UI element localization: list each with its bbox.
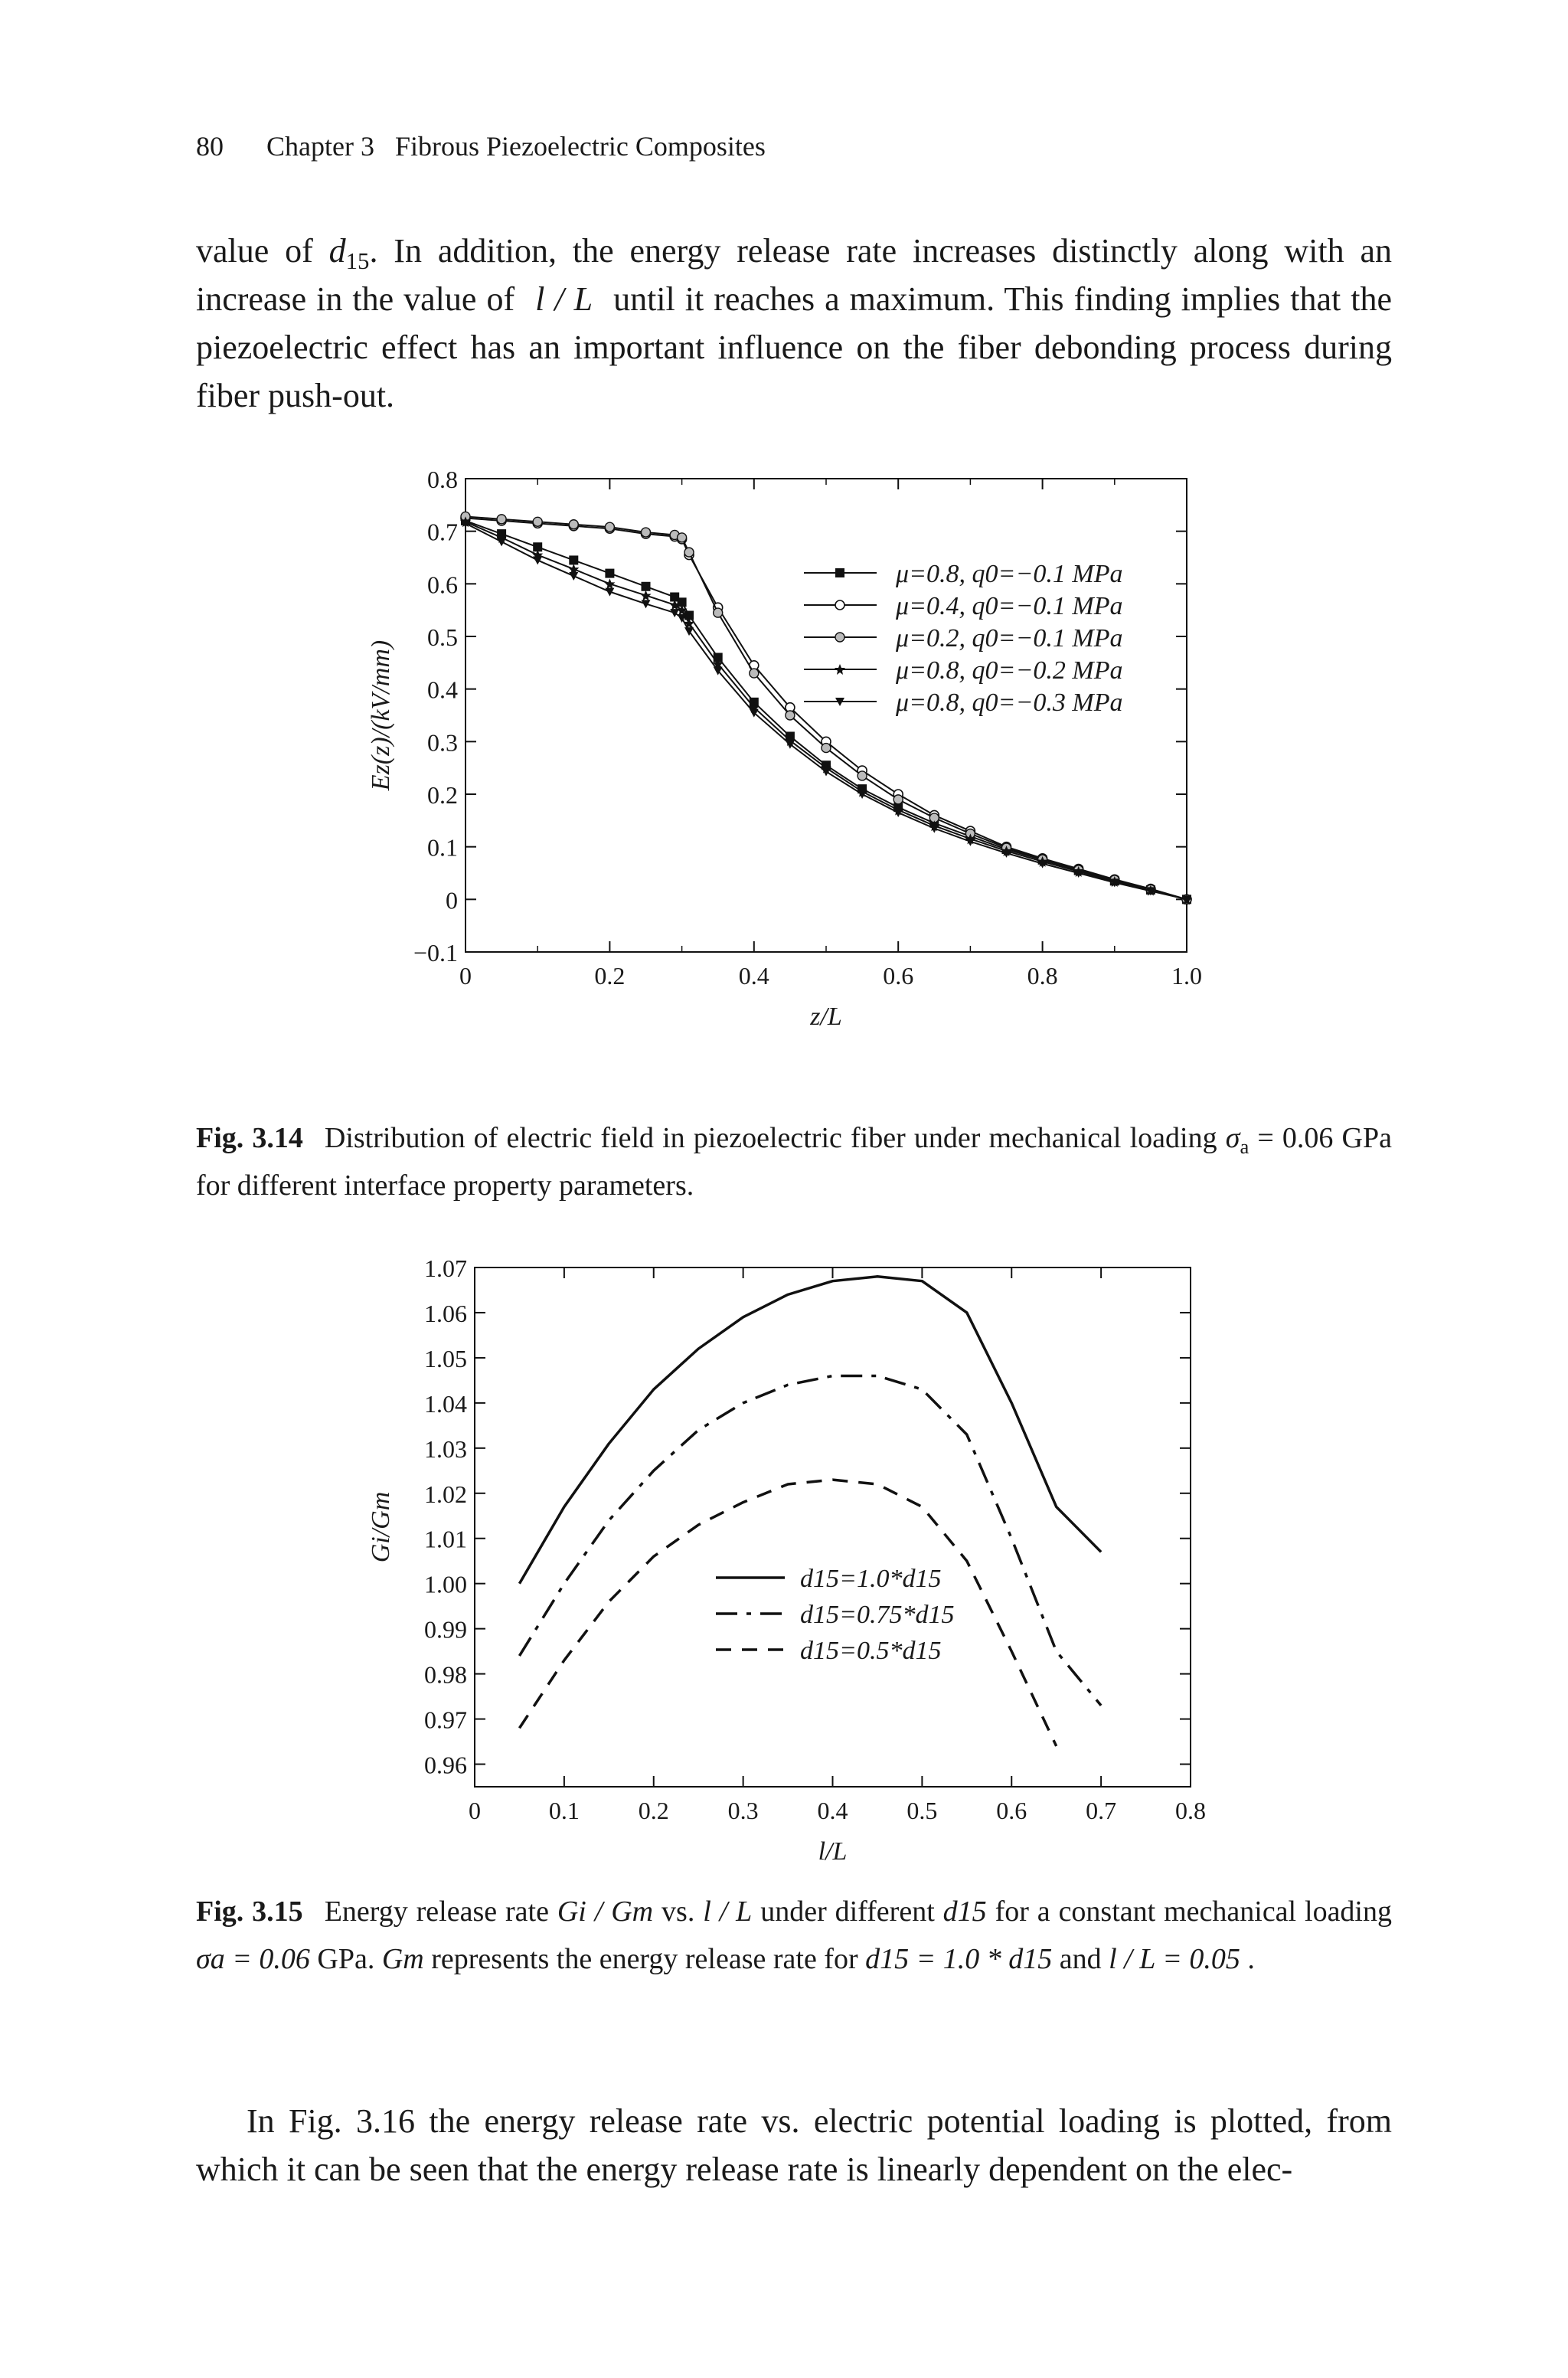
marker-square (835, 568, 844, 577)
marker-triangle-down (822, 767, 831, 776)
x-axis-label: z/L (810, 1003, 842, 1031)
y-tick-label: 0 (446, 886, 458, 914)
y-tick-label: 1.01 (424, 1525, 467, 1553)
figure-3-14 (0, 460, 1568, 1095)
marker-cross-circle (642, 528, 651, 537)
x-tick-label: 0.5 (906, 1797, 938, 1824)
marker-star (604, 578, 615, 589)
x-tick-label: 0.2 (638, 1797, 669, 1824)
legend-label: μ=0.8, q0=−0.2 MPa (896, 656, 1123, 685)
y-tick-label: 1.07 (424, 1254, 467, 1282)
y-tick-label: 0.3 (427, 728, 458, 757)
y-tick-label: 0.7 (427, 518, 458, 546)
y-tick-label: 0.4 (427, 675, 458, 704)
marker-star (641, 590, 652, 600)
marker-cross-circle (893, 795, 903, 804)
marker-square (605, 569, 614, 578)
marker-triangle-down (569, 572, 578, 581)
y-tick-label: 1.06 (424, 1299, 467, 1327)
x-tick-label: 0.1 (548, 1797, 580, 1824)
y-tick-label: 0.1 (427, 833, 458, 862)
plot-frame (475, 1268, 1191, 1787)
y-tick-label: 0.6 (427, 571, 458, 599)
y-tick-label: 0.98 (424, 1660, 467, 1689)
marker-cross-circle (858, 771, 867, 780)
legend-label: d15=0.75*d15 (800, 1601, 955, 1629)
legend-label: μ=0.8, q0=−0.1 MPa (896, 560, 1123, 588)
marker-cross-circle (750, 669, 759, 678)
x-tick-label: 0 (459, 962, 472, 989)
page-number: 80 (196, 131, 224, 162)
y-tick-label: 1.04 (424, 1389, 467, 1418)
y-tick-label: 1.00 (424, 1570, 467, 1598)
marker-cross-circle (822, 744, 831, 753)
y-tick-label: 0.5 (427, 623, 458, 651)
x-tick-label: 0.8 (1175, 1797, 1206, 1824)
legend-label: d15=1.0*d15 (800, 1565, 942, 1593)
marker-cross-circle (569, 520, 578, 529)
y-tick-label: −0.1 (413, 939, 458, 967)
chart-electric-field (0, 460, 1568, 1095)
x-tick-label: 0.4 (738, 962, 769, 989)
marker-square (569, 555, 578, 564)
legend-label: μ=0.8, q0=−0.3 MPa (896, 689, 1123, 717)
marker-cross-circle (497, 515, 506, 524)
figure-3-15-caption: Fig. 3.15 Energy release rate Gi / Gm vs. l / L under different d15 for a constant mechanical loading σa = 0.06 GPa. Gm represents the energy release rate for d15 = 1.0 * d15 and l / L = 0.05 . (196, 1896, 1392, 1975)
marker-triangle-down (533, 556, 542, 564)
figure-3-15 (0, 1248, 1568, 1869)
running-title: Chapter 3 Fibrous Piezoelectric Composites (266, 131, 766, 162)
y-tick-label: 0.2 (427, 781, 458, 809)
marker-circle (835, 600, 844, 610)
x-tick-label: 0.6 (883, 962, 914, 989)
legend-label: μ=0.2, q0=−0.1 MPa (896, 624, 1123, 653)
running-header (196, 130, 766, 162)
y-tick-label: 0.96 (424, 1751, 467, 1779)
x-tick-label: 0.4 (817, 1797, 848, 1824)
marker-triangle-down (858, 790, 867, 799)
marker-star (835, 664, 845, 675)
body-paragraph-1: value of $d_{15}$. In addition, the energy release rate increases distinctly along with an increase in the value of l / L until it reaches a maximum. This finding implies that the piezoelectric effect has an important influence on the fiber debonding process during fiber push-out. (196, 232, 1392, 414)
chart-energy-release (0, 1248, 1568, 1869)
marker-cross-circle (605, 522, 614, 532)
marker-cross-circle (533, 517, 542, 526)
marker-cross-circle (678, 533, 687, 542)
marker-cross-circle (786, 711, 795, 720)
series-line (519, 1277, 1101, 1584)
marker-cross-circle (835, 633, 844, 642)
body-paragraph-2: In Fig. 3.16 the energy release rate vs. electric potential loading is plotted, from which it can be seen that the energy release rate is linearly dependent on the elec- (196, 2102, 1392, 2188)
x-tick-label: 0.3 (727, 1797, 759, 1824)
x-tick-label: 0.7 (1086, 1797, 1117, 1824)
series-line (519, 1480, 1056, 1746)
marker-triangle-down (497, 538, 506, 546)
x-tick-label: 0 (469, 1797, 481, 1824)
figure-3-14-caption: Fig. 3.14 Distribution of electric field in piezoelectric fiber under mechanical loading $\sigma_a = 0.06$ GPa for different interface property parameters. (196, 1122, 1392, 1202)
y-tick-label: 0.99 (424, 1615, 467, 1644)
marker-cross-circle (684, 548, 694, 557)
y-tick-label: 1.02 (424, 1480, 467, 1508)
x-axis-label: l/L (818, 1837, 848, 1866)
y-axis-label: Gi/Gm (367, 1491, 395, 1563)
x-tick-label: 0.8 (1027, 962, 1058, 989)
marker-triangle-down (893, 809, 903, 817)
y-tick-label: 1.05 (424, 1344, 467, 1372)
x-tick-label: 0.2 (594, 962, 626, 989)
marker-square (642, 582, 651, 591)
x-tick-label: 0.6 (996, 1797, 1027, 1824)
marker-cross-circle (714, 608, 723, 617)
marker-triangle-down (670, 609, 679, 617)
y-tick-label: 0.8 (427, 466, 458, 493)
y-axis-label: Ez(z)/(kV/mm) (367, 639, 395, 791)
legend-label: d15=0.5*d15 (800, 1637, 942, 1665)
y-tick-label: 0.97 (424, 1706, 467, 1734)
y-tick-label: 1.03 (424, 1434, 467, 1463)
legend-label: μ=0.4, q0=−0.1 MPa (896, 592, 1123, 620)
x-tick-label: 1.0 (1171, 962, 1202, 989)
